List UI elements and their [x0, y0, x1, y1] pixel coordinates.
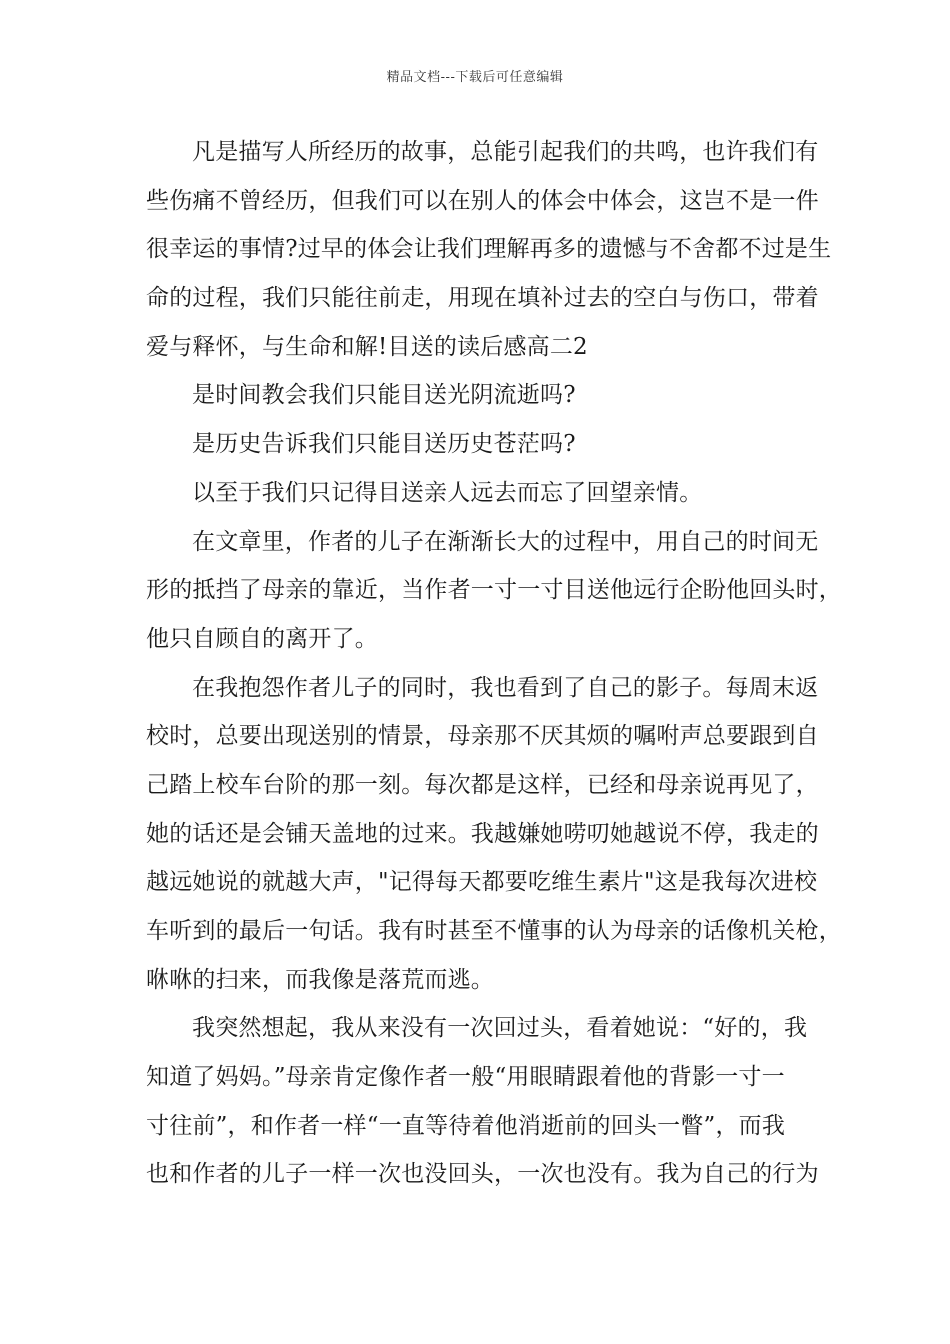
- text-line: 越远她说的就越大声，"记得每天都要吃维生素片"这是我每次进校: [146, 869, 818, 896]
- text-line: 爱与释怀，与生命和解!目送的读后感高二2: [146, 333, 588, 360]
- text-line: 很幸运的事情?过早的体会让我们理解再多的遗憾与不舍都不过是生: [146, 236, 832, 263]
- text-line: 车听到的最后一句话。我有时甚至不懂事的认为母亲的话像机关枪，: [146, 918, 842, 944]
- text-line: 是历史告诉我们只能目送历史苍茫吗?: [192, 431, 576, 458]
- text-line: 以至于我们只记得目送亲人远去而忘了回望亲情。: [192, 479, 703, 506]
- text-line: 她的话还是会铺天盖地的过来。我越嫌她唠叨她越说不停，我走的: [146, 820, 819, 847]
- text-line: 形的抵挡了母亲的靠近，当作者一寸一寸目送他远行企盼他回头时，: [146, 577, 842, 604]
- text-line: 己踏上校车台阶的那一刻。每次都是这样，已经和母亲说再见了，: [146, 771, 819, 798]
- text-line: 知道了妈妈。”母亲肯定像作者一般“用眼睛跟着他的背影一寸一: [146, 1064, 785, 1091]
- document-header: 精品文档---下载后可任意编辑: [386, 70, 564, 85]
- text-line: 我突然想起，我从来没有一次回过头，看着她说：“好的，我: [192, 1015, 808, 1042]
- text-line: 在文章里，作者的儿子在渐渐长大的过程中，用自己的时间无: [192, 528, 819, 555]
- text-line: 在我抱怨作者儿子的同时，我也看到了自己的影子。每周末返: [192, 674, 819, 701]
- document-body: [146, 128, 842, 1199]
- text-line: 校时，总要出现送别的情景，母亲那不厌其烦的嘱咐声总要跟到自: [146, 723, 819, 750]
- text-line: 是时间教会我们只能目送光阴流逝吗?: [192, 382, 576, 409]
- text-line: 些伤痛不曾经历，但我们可以在别人的体会中体会，这岂不是一件: [146, 187, 819, 214]
- text-line: 命的过程，我们只能往前走，用现在填补过去的空白与伤口，带着: [146, 285, 819, 312]
- text-line: 咻咻的扫来，而我像是落荒而逃。: [146, 966, 494, 993]
- text-line: 寸往前”，和作者一样“一直等待着他消逝前的回头一瞥”，而我: [146, 1112, 786, 1139]
- text-line: 凡是描写人所经历的故事，总能引起我们的共鸣，也许我们有: [192, 139, 819, 165]
- text-line: 也和作者的儿子一样一次也没回头，一次也没有。我为自己的行为: [146, 1161, 819, 1188]
- text-line: 他只自顾自的离开了。: [146, 625, 378, 652]
